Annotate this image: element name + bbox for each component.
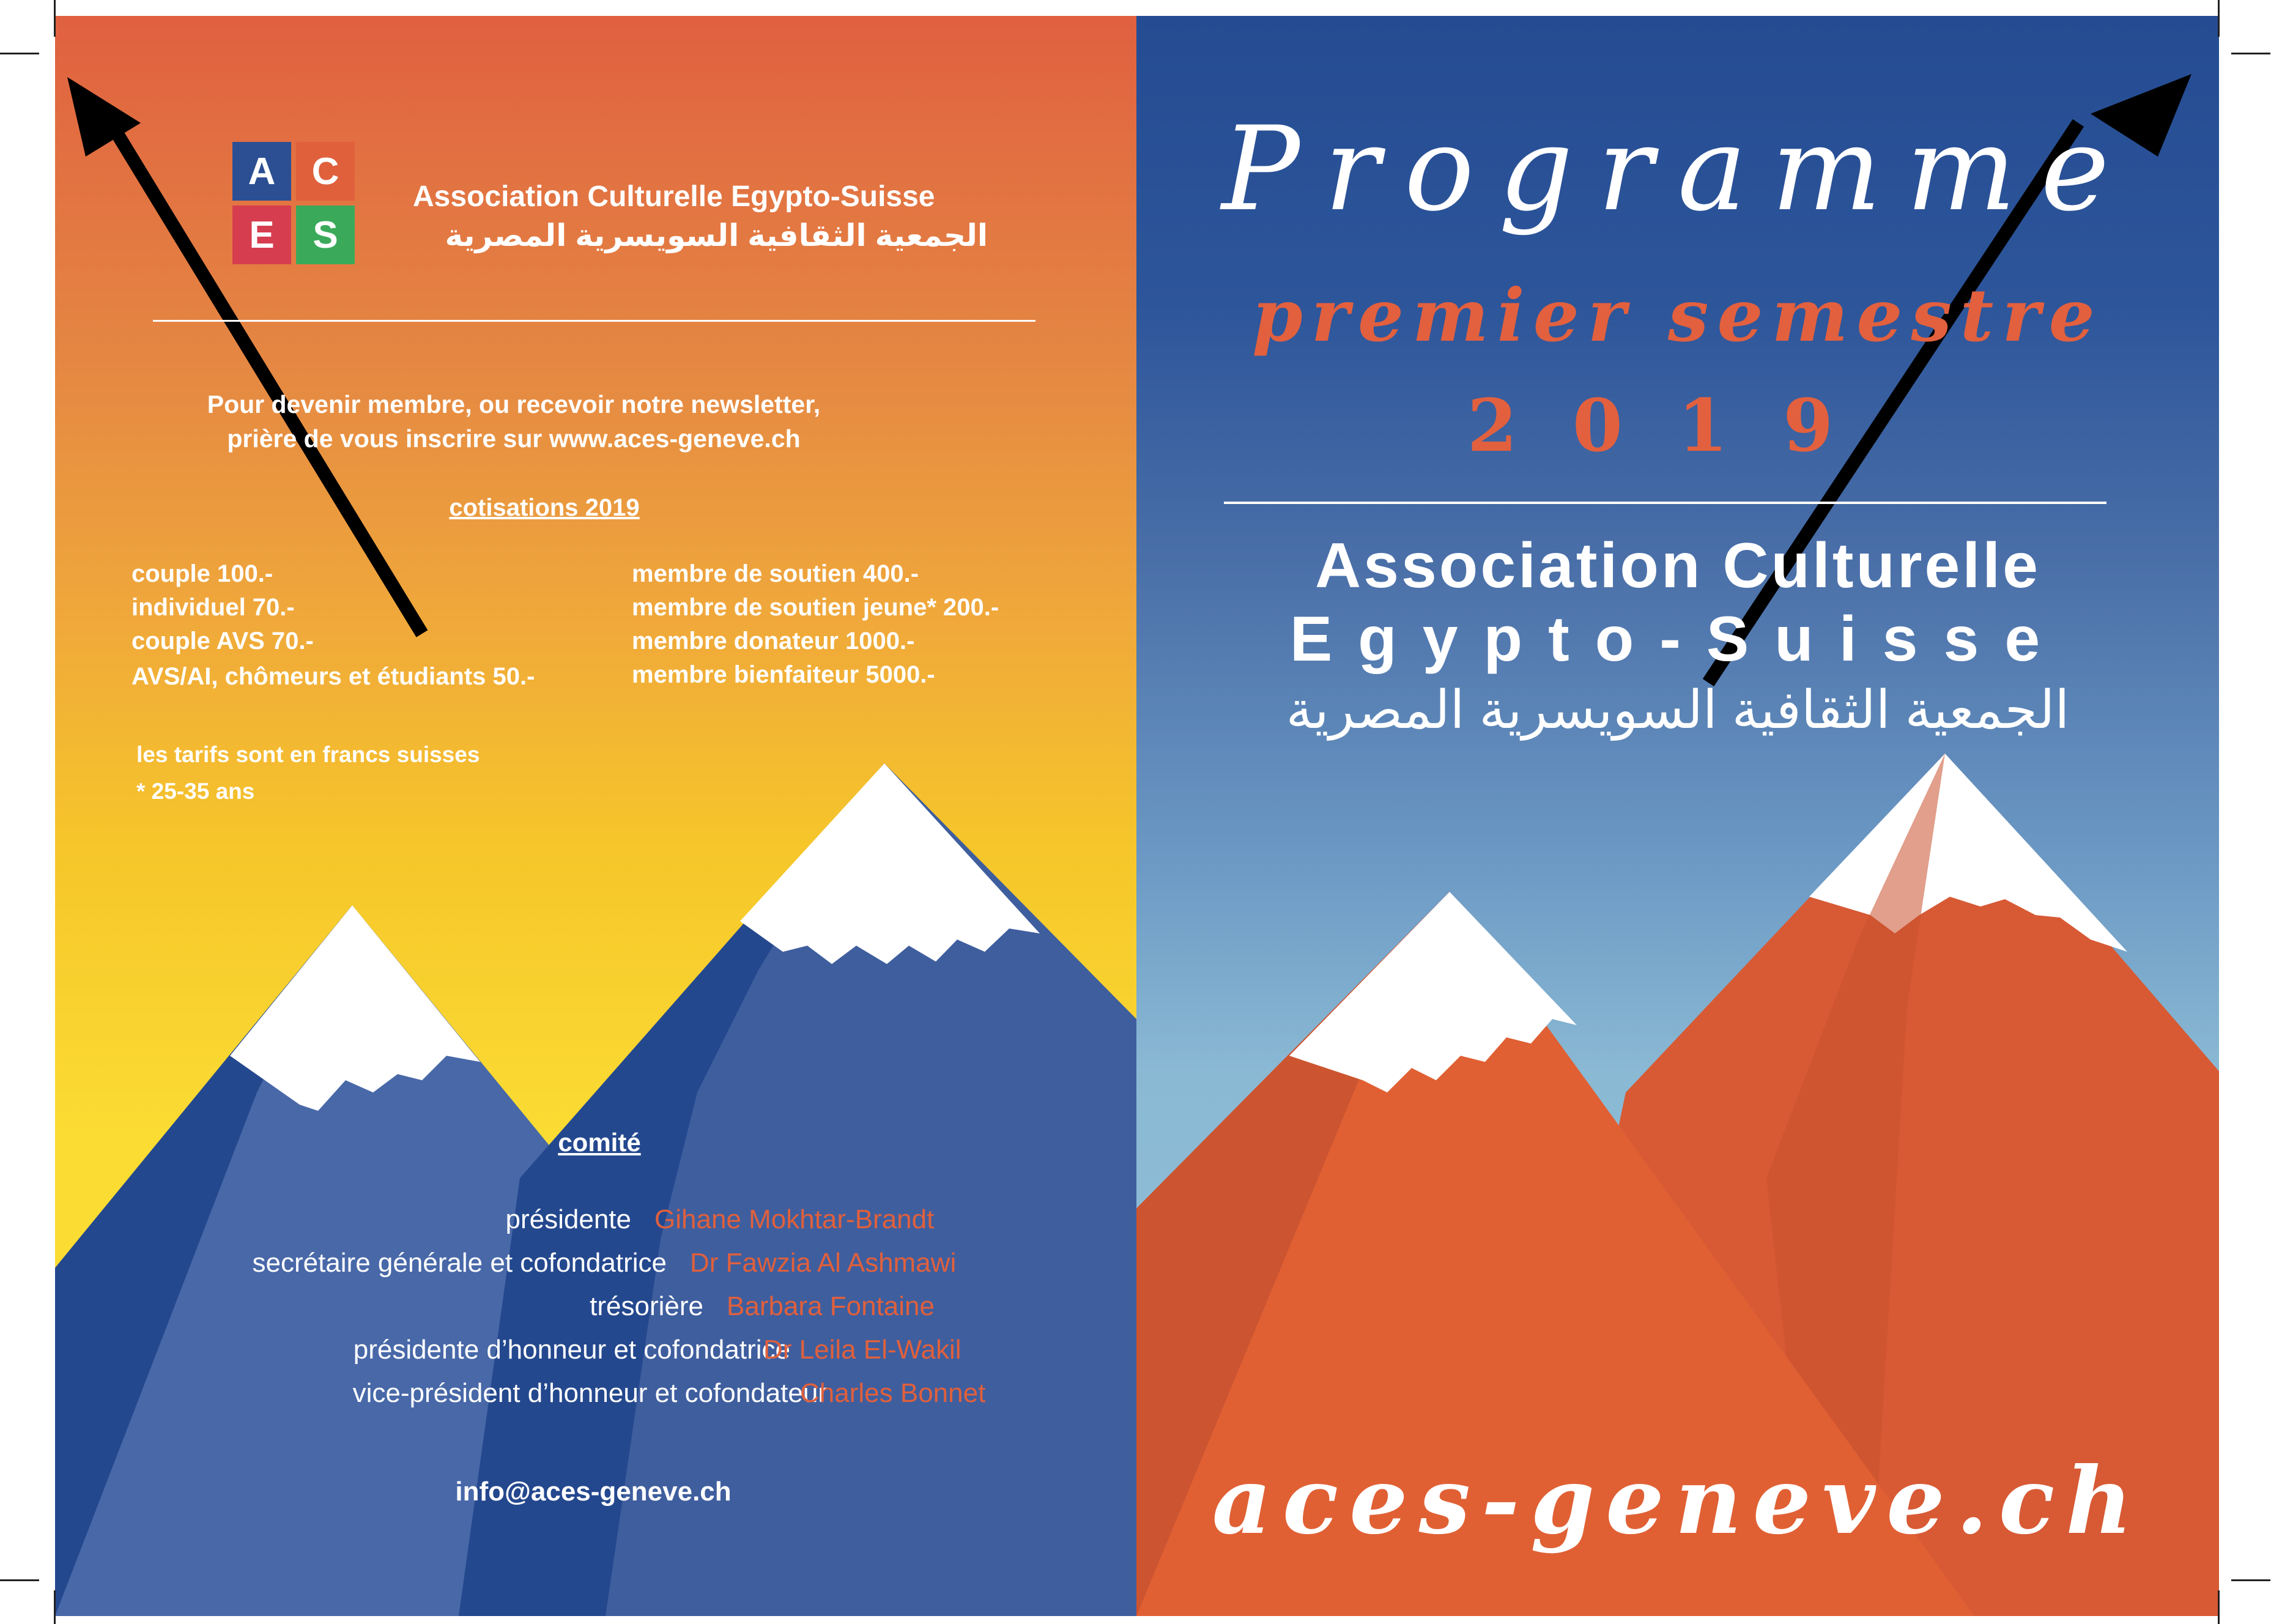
program-subtitle: premier semestre — [1252, 273, 2103, 358]
crop-mark — [2231, 53, 2270, 54]
front-cover-panel — [1136, 16, 2219, 1616]
committee-member-name: Dr Fawzia Al Ashmawi — [690, 1248, 957, 1278]
logo-tile-a: A — [232, 142, 291, 201]
logo-tile-s: S — [296, 206, 355, 264]
crop-mark — [54, 1590, 56, 1624]
contact-email[interactable]: info@aces-geneve.ch — [455, 1477, 732, 1507]
fee-item: membre de soutien 400.- — [632, 560, 919, 587]
tarifs-note: les tarifs sont en francs suisses — [136, 742, 480, 767]
org-name-arabic: الجمعية الثقافية السويسرية المصرية — [445, 218, 988, 253]
committee-role: trésorière — [590, 1291, 703, 1321]
association-name-line-2: Egypto-Suisse — [1289, 604, 2066, 675]
fee-item: membre de soutien jeune* 200.- — [632, 594, 999, 621]
comite-heading: comité — [558, 1128, 641, 1157]
committee-role: vice-président d’honneur et cofondateur — [352, 1378, 827, 1408]
logo-tile-c: C — [296, 142, 355, 201]
committee-member-name: Gihane Mokhtar-Brandt — [654, 1204, 935, 1234]
committee-member-name: Charles Bonnet — [800, 1378, 986, 1408]
crop-mark — [54, 0, 56, 37]
right-divider — [1224, 502, 2106, 504]
fee-item: AVS/AI, chômeurs et étudiants 50.- — [132, 663, 535, 690]
logo-tile-e: E — [232, 206, 291, 264]
association-name-line-1: Association Culturelle — [1315, 530, 2040, 601]
fee-item: membre bienfaiteur 5000.- — [632, 661, 935, 688]
crop-mark — [2218, 1590, 2220, 1624]
committee-role: secrétaire générale et cofondatrice — [252, 1248, 667, 1278]
left-large-mountain-snow — [740, 763, 1040, 964]
right-mountains-illustration — [1136, 16, 2219, 1616]
committee-role: présidente d’honneur et cofondatrice — [353, 1335, 790, 1365]
association-name-arabic: الجمعية الثقافية السويسرية المصرية — [1286, 681, 2070, 740]
crop-mark — [2231, 1579, 2270, 1581]
committee-member-name: Barbara Fontaine — [727, 1291, 935, 1321]
program-title: Programme — [1221, 102, 2134, 237]
fee-item: couple AVS 70.- — [132, 628, 314, 654]
cotisations-heading: cotisations 2019 — [449, 494, 640, 521]
membership-text-line-2: prière de vous inscrire sur www.aces-geneve.ch — [227, 425, 801, 453]
membership-text-line-1: Pour devenir membre, ou recevoir notre newsletter, — [207, 390, 821, 418]
committee-member-name: Dr Leila El-Wakil — [763, 1335, 961, 1365]
website-url[interactable]: aces-geneve.ch — [1212, 1447, 2144, 1555]
crop-mark — [0, 53, 39, 54]
fee-item: couple 100.- — [132, 560, 273, 587]
fee-item: individuel 70.- — [132, 594, 295, 621]
crop-mark — [0, 1579, 39, 1581]
committee-role: présidente — [505, 1204, 631, 1234]
crop-mark — [2218, 0, 2220, 37]
left-mountains-illustration — [55, 16, 1136, 1616]
back-cover-panel — [55, 16, 1136, 1616]
program-year: 2019 — [1467, 383, 1889, 468]
org-name-french: Association Culturelle Egypto-Suisse — [413, 180, 935, 213]
fee-item: membre donateur 1000.- — [632, 628, 915, 654]
left-divider — [153, 320, 1035, 322]
age-note: * 25-35 ans — [136, 779, 255, 804]
